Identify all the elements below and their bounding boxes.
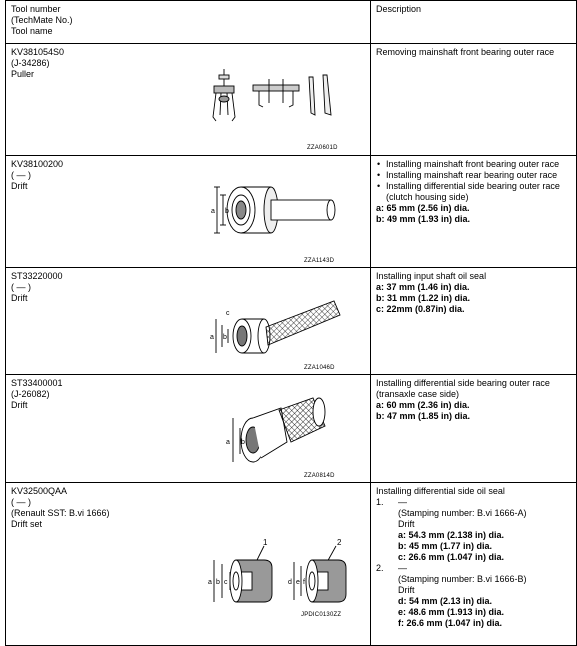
techmate-number: (J-26082) <box>11 389 50 399</box>
tool-number: KV381054S0 <box>11 47 65 57</box>
dim-label-a: a <box>210 334 214 341</box>
figure-code: ZZA0601D <box>307 145 338 151</box>
figure-code: ZZA0814D <box>304 473 335 479</box>
techmate-number: ( — ) <box>11 282 31 292</box>
drift-set-illustration <box>206 538 356 606</box>
table-header-row <box>6 1 577 44</box>
dimension-b: b: 31 mm (1.22 in) dia. <box>376 293 471 303</box>
list-item: • Installing differential side bearing outer race (clutch housing side) <box>376 181 571 203</box>
drift-illustration <box>206 297 341 359</box>
dim-label-b: b <box>216 579 220 586</box>
tool-name: Drift <box>11 400 28 410</box>
item-number: 1. <box>376 497 384 507</box>
figure-code: JPDIC0130ZZ <box>301 612 342 618</box>
item-stamping: (Stamping number: B.vi 1666-B) <box>398 574 527 584</box>
tool-number: KV38100200 <box>11 159 64 169</box>
dimension-a: a: 65 mm (2.56 in) dia. <box>376 203 470 213</box>
item-stamping: (Stamping number: B.vi 1666-A) <box>398 508 527 518</box>
dim-label-b: b <box>241 439 245 446</box>
renault-sst-number: (Renault SST: B.vi 1666) <box>11 508 110 518</box>
drift-illustration <box>203 177 343 245</box>
dim-label-a: a <box>226 439 230 446</box>
dimension-c: c: 22mm (0.87in) dia. <box>376 304 465 314</box>
description-cell <box>371 268 577 375</box>
item-name: Drift <box>398 519 415 529</box>
item-number: 2. <box>376 563 384 573</box>
item-name: Drift <box>398 585 415 595</box>
dimension-b: b: 45 mm (1.77 in) dia. <box>398 541 493 551</box>
dimension-a: a: 60 mm (2.36 in) dia. <box>376 400 470 410</box>
dimension-b: b: 47 mm (1.85 in) dia. <box>376 411 471 421</box>
description-text: Installing differential side bearing outer race (transaxle case side) <box>376 378 550 399</box>
figure-code: ZZA1143D <box>304 258 335 264</box>
dimension-a: a: 54.3 mm (2.138 in) dia. <box>398 530 505 540</box>
tool-name: Puller <box>11 69 35 79</box>
table-row <box>6 483 577 646</box>
puller-illustration <box>211 69 341 131</box>
part-label-1: 1 <box>263 538 268 547</box>
tool-name: Drift set <box>11 519 43 529</box>
table-row <box>6 156 577 268</box>
tool-cell <box>6 44 371 156</box>
table-row <box>6 44 577 156</box>
tool-cell <box>6 268 371 375</box>
list-item: • Installing mainshaft rear bearing outer race <box>376 170 571 181</box>
tool-number: ST33220000 <box>11 271 63 281</box>
dimension-d: d: 54 mm (2.13 in) dia. <box>398 596 493 606</box>
tool-cell <box>6 375 371 483</box>
description-cell <box>371 375 577 483</box>
header-tool-name: Tool name <box>11 26 53 36</box>
dimension-e: e: 48.6 mm (1.913 in) dia. <box>398 607 505 617</box>
part-label-2: 2 <box>337 538 342 547</box>
description-cell <box>371 44 577 156</box>
dim-label-a: a <box>208 579 212 586</box>
table-row <box>6 375 577 483</box>
header-tool-number: Tool number <box>11 4 61 14</box>
techmate-number: ( — ) <box>11 497 31 507</box>
item-techmate: — <box>398 497 407 507</box>
special-tools-table <box>5 0 577 646</box>
dim-label-c: c <box>226 310 230 317</box>
header-techmate-number: (TechMate No.) <box>11 15 73 25</box>
numbered-item-1 <box>376 497 571 508</box>
description-cell <box>371 483 577 646</box>
dim-label-b: b <box>225 208 229 215</box>
description-column-header <box>371 1 577 44</box>
tool-cell <box>6 483 371 646</box>
usage-list <box>376 159 571 203</box>
tool-number: KV32500QAA <box>11 486 68 496</box>
tool-column-header <box>6 1 371 44</box>
dim-label-e: e <box>296 579 300 586</box>
header-description: Description <box>376 4 422 14</box>
techmate-number: ( — ) <box>11 170 31 180</box>
tool-name: Drift <box>11 293 28 303</box>
table-row <box>6 268 577 375</box>
numbered-item-2 <box>376 563 571 574</box>
tool-cell <box>6 156 371 268</box>
description-text: Removing mainshaft front bearing outer race <box>376 47 555 57</box>
dimension-b: b: 49 mm (1.93 in) dia. <box>376 214 471 224</box>
tool-name: Drift <box>11 181 28 191</box>
dimension-a: a: 37 mm (1.46 in) dia. <box>376 282 470 292</box>
drift-illustration <box>221 396 341 466</box>
description-text: Installing differential side oil seal <box>376 486 505 496</box>
description-text: Installing input shaft oil seal <box>376 271 487 281</box>
dim-label-f: f <box>303 579 305 586</box>
tool-number: ST33400001 <box>11 378 63 388</box>
dimension-f: f: 26.6 mm (1.047 in) dia. <box>398 618 503 628</box>
dim-label-a: a <box>211 208 215 215</box>
item-techmate: — <box>398 563 407 573</box>
list-item: • Installing mainshaft front bearing outer race <box>376 159 571 170</box>
dim-label-b: b <box>223 334 227 341</box>
dimension-c: c: 26.6 mm (1.047 in) dia. <box>398 552 505 562</box>
description-cell <box>371 156 577 268</box>
techmate-number: (J-34286) <box>11 58 50 68</box>
figure-code: ZZA1046D <box>304 365 335 371</box>
dim-label-c: c <box>224 579 228 586</box>
dim-label-d: d <box>288 579 292 586</box>
